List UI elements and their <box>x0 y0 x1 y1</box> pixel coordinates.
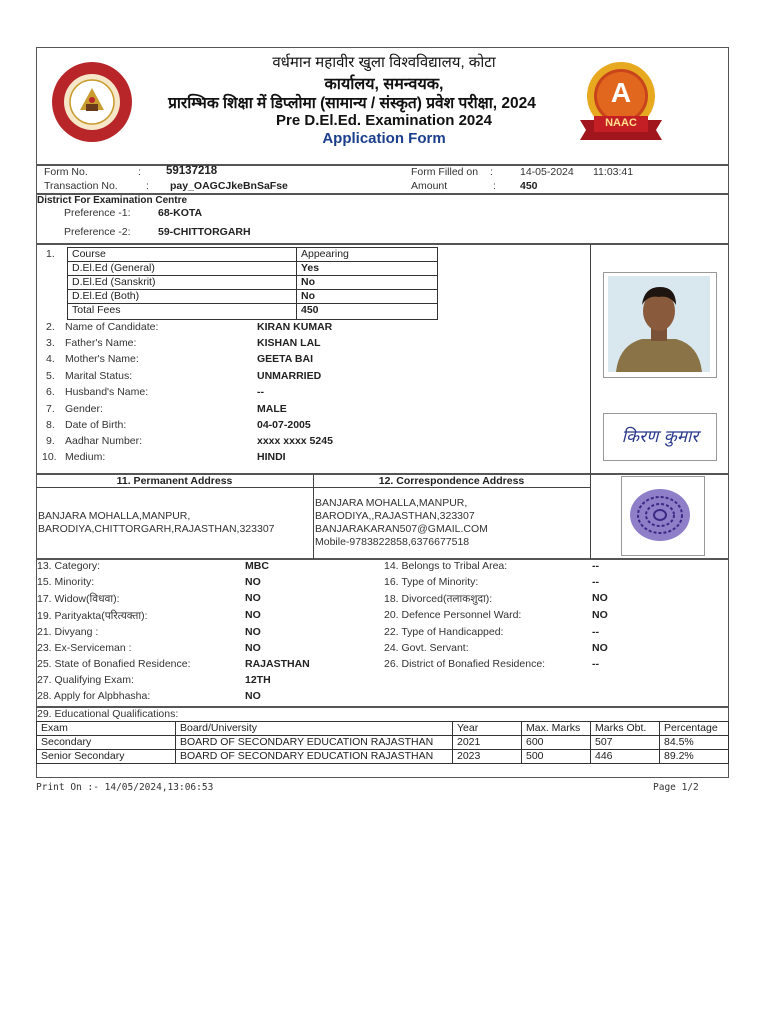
exam-name-hindi: प्रारम्भिक शिक्षा में डिप्लोमा (सामान्य / संस्कृत) प्रवेश परीक्षा, 2024 <box>168 95 536 112</box>
row-num: 4. <box>46 353 55 365</box>
edu-cell: Senior Secondary <box>36 749 176 764</box>
corr-address-line: BANJARAKARAN507@GMAIL.COM <box>315 523 488 535</box>
row-label: Husband's Name: <box>65 386 149 398</box>
row-value: UNMARRIED <box>257 370 322 382</box>
detail-value: -- <box>592 626 599 638</box>
row-value: KISHAN LAL <box>257 337 321 349</box>
row-value: HINDI <box>257 451 286 463</box>
form-filled-label: Form Filled on <box>411 166 479 178</box>
row-num: 5. <box>46 370 55 382</box>
detail-value: NO <box>592 642 608 654</box>
detail-label: 23. Ex-Serviceman : <box>37 642 132 654</box>
row-num: 9. <box>46 435 55 447</box>
course-row: D.El.Ed (General) <box>67 261 297 276</box>
transaction-sep: : <box>146 180 149 192</box>
detail-label: 16. Type of Minority: <box>384 576 479 588</box>
pref1-label: Preference -1: <box>64 207 131 219</box>
row-num: 8. <box>46 419 55 431</box>
pref1-value: 68-KOTA <box>158 207 203 219</box>
detail-value: NO <box>245 576 261 588</box>
signature-text: किरण कुमार <box>621 427 699 447</box>
permanent-address-title: 11. Permanent Address <box>116 475 233 487</box>
detail-label: 22. Type of Handicapped: <box>384 626 504 638</box>
detail-label: 14. Belongs to Tribal Area: <box>384 560 508 572</box>
transaction-label: Transaction No. <box>44 180 118 192</box>
pref2-label: Preference -2: <box>64 226 131 238</box>
row-value: GEETA BAI <box>257 353 314 365</box>
edu-cell: 507 <box>590 735 660 750</box>
course-appearing: 450 <box>296 303 438 320</box>
form-no-value: 59137218 <box>166 165 218 177</box>
row-label: Father's Name: <box>65 337 137 349</box>
detail-value: NO <box>592 592 608 604</box>
edu-header: Marks Obt. <box>590 721 660 736</box>
row-num: 2. <box>46 321 55 333</box>
university-name-hindi: वर्धमान महावीर खुला विश्वविद्यालय, कोटा <box>272 54 496 71</box>
edu-cell: 600 <box>521 735 591 750</box>
photo-divider <box>590 244 591 474</box>
centre-title: District For Examination Centre <box>37 195 188 206</box>
row-label: Marital Status: <box>65 370 133 382</box>
detail-value: NO <box>245 609 261 621</box>
row-label: Date of Birth: <box>65 419 127 431</box>
row-value: 04-07-2005 <box>257 419 311 431</box>
education-title: 29. Educational Qualifications: <box>37 708 179 720</box>
detail-label: 17. Widow(विधवा): <box>37 593 120 605</box>
detail-label: 13. Category: <box>37 560 101 572</box>
detail-value: -- <box>592 560 599 572</box>
details-box <box>36 559 729 707</box>
pref2-value: 59-CHITTORGARH <box>158 226 251 238</box>
course-num: 1. <box>46 248 55 260</box>
detail-label: 21. Divyang : <box>37 626 99 638</box>
transaction-value: pay_OAGCJkeBnSaFse <box>170 180 288 192</box>
row-label: Mother's Name: <box>65 353 139 365</box>
corr-address-line: BARODIYA,,RAJASTHAN,323307 <box>315 510 475 522</box>
edu-cell: 2021 <box>452 735 522 750</box>
course-row: D.El.Ed (Both) <box>67 289 297 304</box>
row-label: Aadhar Number: <box>65 435 143 447</box>
detail-value: -- <box>592 576 599 588</box>
edu-cell: Secondary <box>36 735 176 750</box>
edu-header: Board/University <box>175 721 453 736</box>
course-header: Course <box>67 247 297 262</box>
detail-value: NO <box>245 592 261 604</box>
corr-address-line: Mobile-9783822858,6376677518 <box>315 536 470 548</box>
form-no-label: Form No. <box>44 166 88 178</box>
edu-cell: 446 <box>590 749 660 764</box>
row-value: xxxx xxxx 5245 <box>257 435 333 447</box>
edu-cell: BOARD OF SECONDARY EDUCATION RAJASTHAN <box>175 735 453 750</box>
edu-cell: 89.2% <box>659 749 729 764</box>
detail-label: 19. Parityakta(परित्यक्ता): <box>37 610 148 622</box>
row-value: MALE <box>257 403 287 415</box>
course-appearing: No <box>296 275 438 290</box>
edu-cell: 500 <box>521 749 591 764</box>
thumb-impression <box>621 476 705 556</box>
amount-sep: : <box>493 180 496 192</box>
corr-address-line: BANJARA MOHALLA,MANPUR, <box>315 497 468 509</box>
row-value: KIRAN KUMAR <box>257 321 333 333</box>
row-num: 3. <box>46 337 55 349</box>
candidate-photo <box>603 272 717 378</box>
exam-title: Pre D.El.Ed. Examination 2024 <box>276 112 492 129</box>
detail-value: 12TH <box>245 674 271 686</box>
detail-label: 24. Govt. Servant: <box>384 642 469 654</box>
detail-label: 15. Minority: <box>37 576 95 588</box>
detail-label: 28. Apply for Alpbhasha: <box>37 690 151 702</box>
row-num: 6. <box>46 386 55 398</box>
row-label: Gender: <box>65 403 103 415</box>
perm-address-line: BANJARA MOHALLA,MANPUR, <box>38 510 191 522</box>
row-label: Medium: <box>65 451 106 463</box>
page-number: Page 1/2 <box>653 782 699 793</box>
print-timestamp: Print On :- 14/05/2024,13:06:53 <box>36 782 214 793</box>
form-filled-time: 11:03:41 <box>593 166 634 178</box>
thumb-divider <box>590 474 591 559</box>
edu-header: Exam <box>36 721 176 736</box>
edu-cell: 84.5% <box>659 735 729 750</box>
row-value: -- <box>257 386 264 398</box>
naac-letter: A <box>610 77 632 108</box>
amount-value: 450 <box>520 180 538 192</box>
office-name-hindi: कार्यालय, समन्वयक, <box>324 76 444 93</box>
detail-value: NO <box>245 642 261 654</box>
detail-label: 25. State of Bonafied Residence: <box>37 658 191 670</box>
detail-label: 27. Qualifying Exam: <box>37 674 134 686</box>
edu-cell: 2023 <box>452 749 522 764</box>
naac-text: NAAC <box>605 117 637 129</box>
course-row: D.El.Ed (Sanskrit) <box>67 275 297 290</box>
detail-label: 18. Divorced(तलाकशुदा): <box>384 593 493 605</box>
row-num: 10. <box>42 451 57 463</box>
detail-value: NO <box>245 690 261 702</box>
detail-value: -- <box>592 658 599 670</box>
appearing-header: Appearing <box>296 247 438 262</box>
signature-box <box>603 413 717 461</box>
detail-label: 20. Defence Personnel Ward: <box>384 609 522 621</box>
detail-value: RAJASTHAN <box>245 658 310 670</box>
correspondence-address-title: 12. Correspondence Address <box>378 475 525 487</box>
edu-header: Year <box>452 721 522 736</box>
edu-header: Percentage <box>659 721 729 736</box>
detail-value: MBC <box>245 560 269 572</box>
course-appearing: No <box>296 289 438 304</box>
detail-label: 26. District of Bonafied Residence: <box>384 658 546 670</box>
detail-value: NO <box>592 609 608 621</box>
edu-cell: BOARD OF SECONDARY EDUCATION RAJASTHAN <box>175 749 453 764</box>
row-num: 7. <box>46 403 55 415</box>
course-row: Total Fees <box>67 303 297 320</box>
form-no-sep: : <box>138 166 141 178</box>
edu-header: Max. Marks <box>521 721 591 736</box>
perm-address-line: BARODIYA,CHITTORGARH,RAJASTHAN,323307 <box>38 523 275 535</box>
amount-label: Amount <box>411 180 448 192</box>
form-filled-sep: : <box>490 166 493 178</box>
form-filled-date: 14-05-2024 <box>520 166 574 178</box>
form-title: Application Form <box>322 130 446 147</box>
row-label: Name of Candidate: <box>65 321 159 333</box>
detail-value: NO <box>245 626 261 638</box>
course-appearing: Yes <box>296 261 438 276</box>
